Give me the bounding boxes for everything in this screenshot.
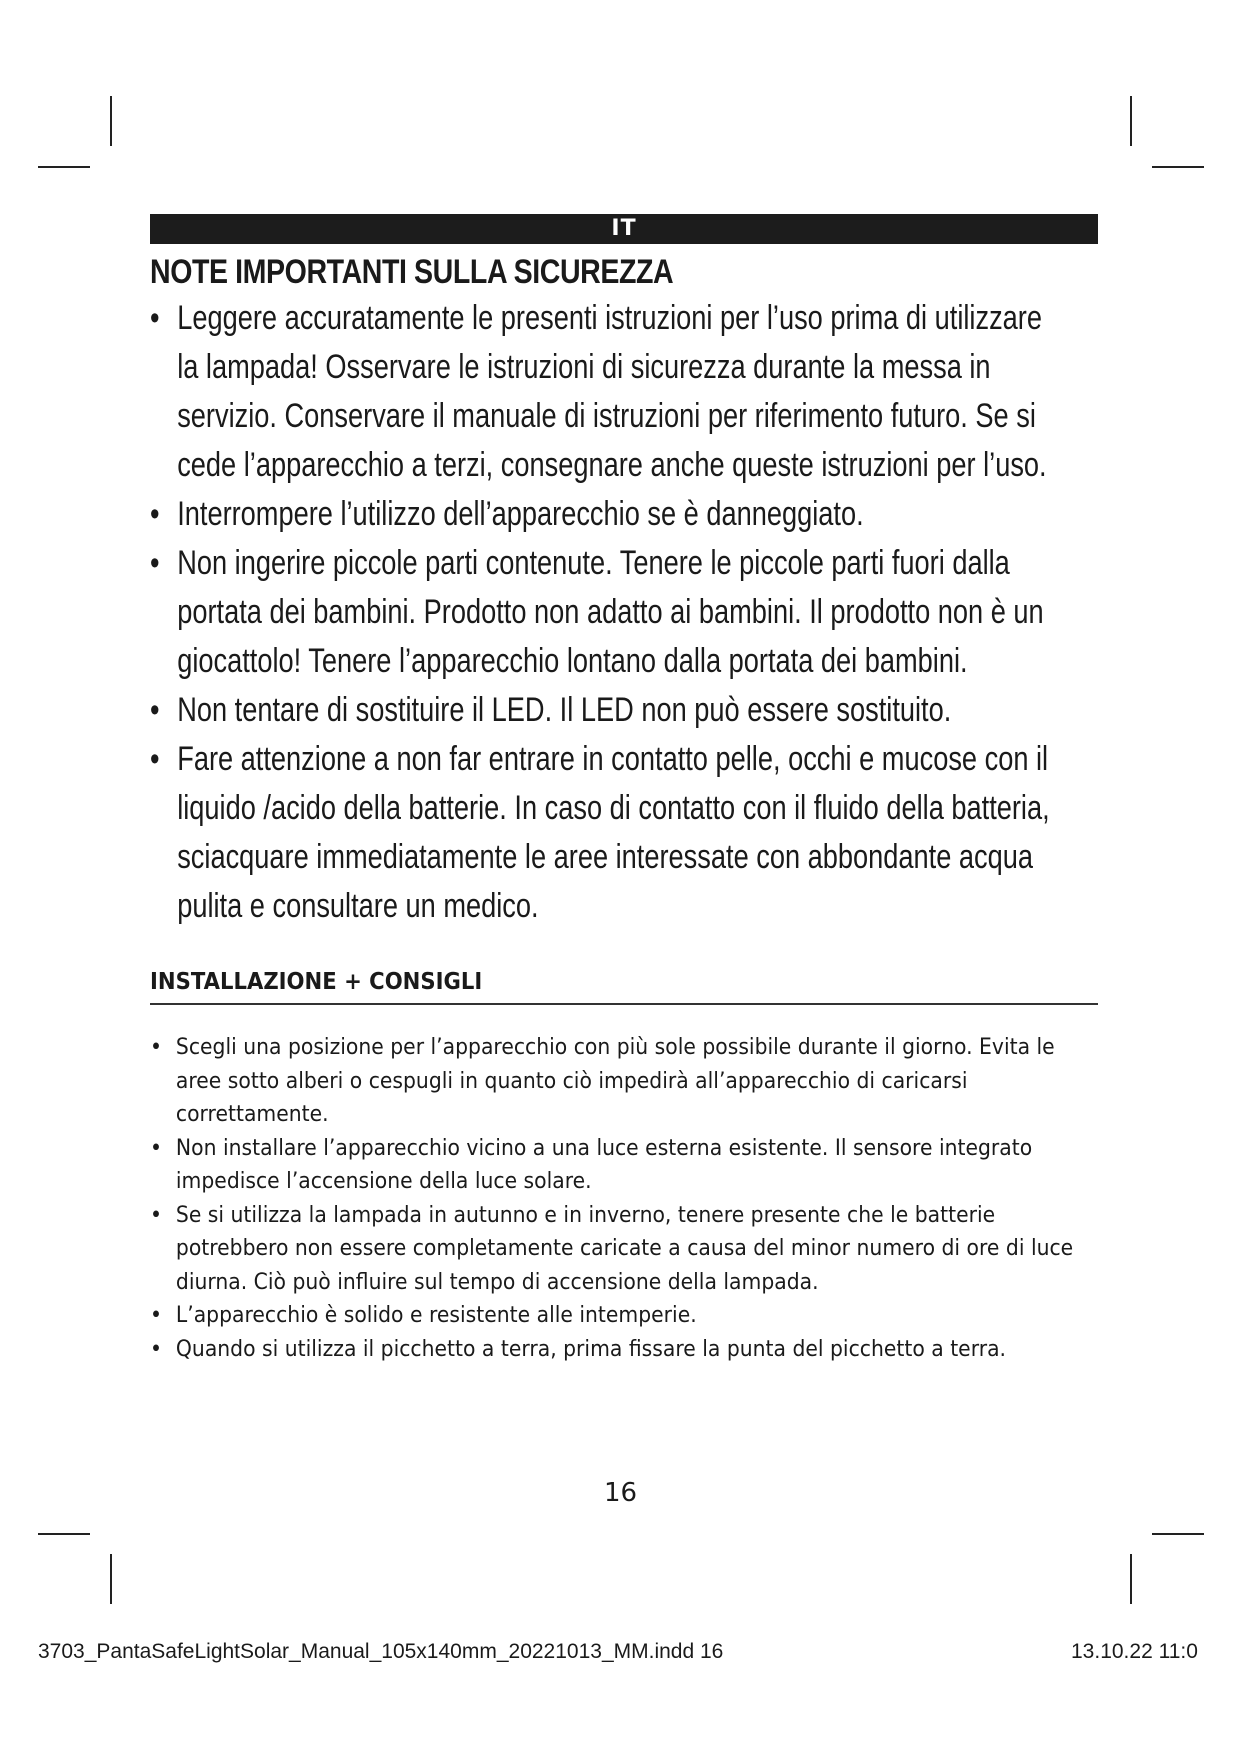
- crop-mark-top-left-horizontal: [38, 166, 90, 168]
- installation-item-text: Scegli una posizione per l’apparecchio con più sole possibile durante il giorno. Evita le aree sotto alberi o cespugli in quanto ciò impedirà all’apparecchio di caricarsi correttamente.: [175, 1035, 1055, 1127]
- footer-file-info: 3703_PantaSafeLightSolar_Manual_105x140mm_20221013_MM.indd 16: [38, 1640, 724, 1663]
- installation-item: [150, 1132, 1075, 1199]
- bullet-icon: •: [150, 1336, 163, 1362]
- installation-item: [150, 1031, 1075, 1132]
- installation-item-text: Se si utilizza la lampada in autunno e in inverno, tenere presente che le batterie potrebbero non essere completamente caricate a causa del minor numero di ore di luce diurna. Ciò può influire sul tempo di accensione della lampada.: [175, 1202, 1074, 1295]
- safety-item: [150, 686, 1070, 735]
- crop-mark-top-right-vertical: [1130, 96, 1132, 146]
- bullet-icon: •: [150, 691, 160, 729]
- safety-item: [150, 490, 1070, 539]
- section-divider: [150, 1003, 1098, 1005]
- safety-item-text: Interrompere l’utilizzo dell’apparecchio se è danneggiato.: [177, 495, 864, 533]
- safety-item-text: Fare attenzione a non far entrare in contatto pelle, occhi e mucose con il liquido /acido della batterie. In caso di contatto con il fluido della batteria, sciacquare immediatamente le aree interessate con abbondante acqua pulita e consultare un medico.: [177, 740, 1050, 925]
- installation-item-text: L’apparecchio è solido e resistente alle intemperie.: [175, 1303, 697, 1328]
- manual-page: [150, 214, 1098, 1366]
- bullet-icon: •: [150, 740, 160, 778]
- installation-item: [150, 1333, 1075, 1367]
- installation-title: INSTALLAZIONE + CONSIGLI: [150, 969, 483, 995]
- bullet-icon: •: [150, 544, 160, 582]
- crop-mark-bottom-left-vertical: [110, 1554, 112, 1604]
- safety-item-text: Leggere accuratamente le presenti istruzioni per l’uso prima di utilizzare la lampada! Osservare le istruzioni di sicurezza durante la messa in servizio. Conservare il manuale di istruzioni per riferimento futuro. Se si cede l’apparecchio a terzi, consegnare anche queste istruzioni per l’uso.: [177, 299, 1047, 484]
- bullet-icon: •: [150, 1135, 163, 1161]
- safety-title: NOTE IMPORTANTI SULLA SICUREZZA: [150, 253, 674, 291]
- crop-mark-top-right-horizontal: [1152, 166, 1204, 168]
- safety-item-text: Non ingerire piccole parti contenute. Tenere le piccole parti fuori dalla portata dei bambini. Prodotto non adatto ai bambini. Il prodotto non è un giocattolo! Tenere l’apparecchio lontano dalla portata dei bambini.: [177, 544, 1044, 680]
- safety-item: [150, 539, 1070, 686]
- language-bar: IT: [150, 214, 1098, 244]
- installation-item: [150, 1299, 1075, 1333]
- safety-item: [150, 294, 1070, 490]
- installation-item: [150, 1199, 1075, 1300]
- safety-item: [150, 735, 1070, 931]
- safety-item-text: Non tentare di sostituire il LED. Il LED non può essere sostituito.: [177, 691, 952, 729]
- installation-list: [150, 1031, 1075, 1366]
- bullet-icon: •: [150, 1035, 163, 1060]
- bullet-icon: •: [150, 1202, 163, 1228]
- footer-date-time: 13.10.22 11:0: [1071, 1640, 1198, 1663]
- installation-item-text: Non installare l’apparecchio vicino a una luce esterna esistente. Il sensore integrato impedisce l’accensione della luce solare.: [175, 1135, 1033, 1194]
- crop-mark-bottom-right-vertical: [1130, 1554, 1132, 1604]
- bullet-icon: •: [150, 299, 160, 337]
- crop-mark-top-left-vertical: [110, 96, 112, 146]
- bullet-icon: •: [150, 495, 160, 533]
- installation-item-text: Quando si utilizza il picchetto a terra, prima fissare la punta del picchetto a terra.: [175, 1336, 1007, 1362]
- page-number: 16: [603, 1478, 638, 1508]
- crop-mark-bottom-right-horizontal: [1152, 1533, 1204, 1535]
- bullet-icon: •: [150, 1303, 163, 1328]
- safety-list: [150, 294, 1070, 931]
- crop-mark-bottom-left-horizontal: [38, 1533, 90, 1535]
